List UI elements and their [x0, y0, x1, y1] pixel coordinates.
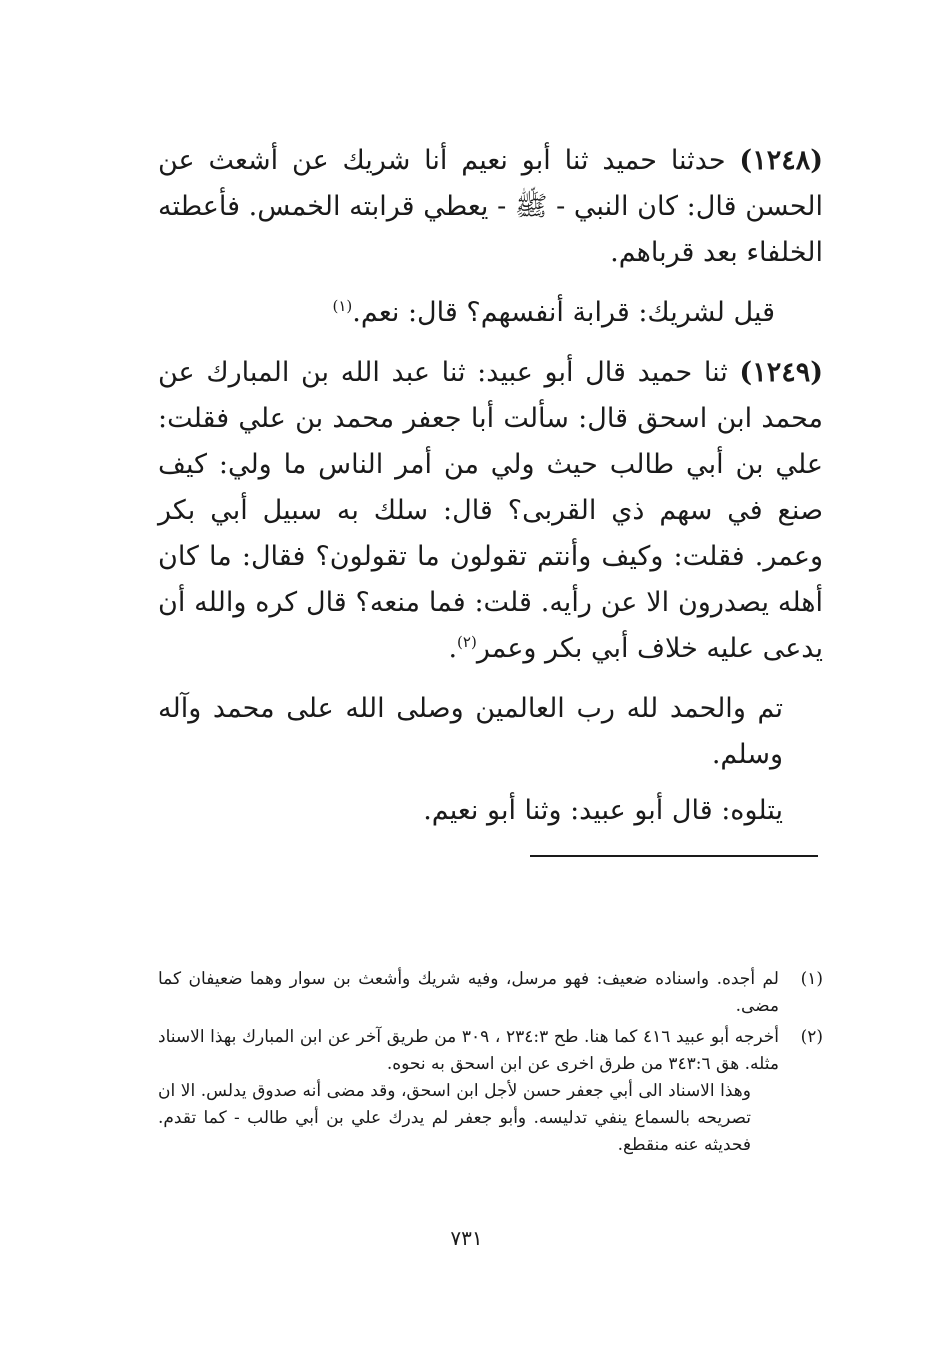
hadith-text: ثنا حميد قال أبو عبيد: ثنا عبد الله بن المبارك عن محمد ابن اسحق قال: سألت أبا جعفر محمد بن علي فقلت: علي بن أبي طالب حيث ولي من أمر الناس ما ولي: كيف صنع في سهم ذي القربى؟ قال: سلك به سبيل أبي بكر وعمر. فقلت: وكيف وأنتم تقولون ما تقولون؟ فقال: ما كان أهله يصدرون الا عن رأيه. قلت: فما منعه؟ قال كره والله أن يدعى عليه خلاف أبي بكر وعمر	[158, 357, 823, 664]
footnote-text-continued: وهذا الاسناد الى أبي جعفر حسن لأجل ابن اسحق، وقد مضى أنه صدوق يدلس. الا ان تصريحه بالسماع ينفي تدليسه. وأبو جعفر لم يدرك علي بن أبي طالب - كما تقدم. فحديثه عنه منقطع.	[158, 1081, 751, 1155]
hadith-number: (١٢٤٩)	[739, 357, 823, 388]
page-number: ٧٣١	[450, 1226, 483, 1250]
footnote-number: (١)	[800, 969, 823, 989]
closing-line: تم والحمد لله رب العالمين وصلى الله على محمد وآله وسلم.	[158, 693, 783, 770]
hadith-text: حدثنا حميد ثنا أبو نعيم أنا شريك عن أشعث عن الحسن قال: كان النبي - ﷺ - يعطي قرابته الخمس. فأعطته الخلفاء بعد قرباهم.	[158, 145, 823, 268]
hadith-1248-paragraph	[158, 138, 823, 276]
footnote-separator	[530, 855, 818, 857]
footnote-1	[158, 966, 823, 1020]
footnote-text: لم أجده. واسناده ضعيف: فهو مرسل، وفيه شريك وأشعث بن سوار وهما ضعيفان كما مضى.	[158, 969, 779, 1016]
footnote-marker: (١)	[332, 297, 353, 315]
hadith-1249-paragraph	[158, 350, 823, 672]
hadith-1248-question	[158, 290, 823, 336]
footnote-2	[158, 1024, 823, 1159]
continuation-line: يتلوه: قال أبو عبيد: وثنا أبو نعيم.	[423, 795, 783, 826]
footnote-body	[158, 1024, 779, 1159]
question-text: قيل لشريك: قرابة أنفسهم؟ قال: نعم.	[352, 297, 775, 328]
footnote-marker: (٢)	[457, 633, 477, 651]
footnotes	[158, 966, 823, 1163]
main-text	[158, 138, 823, 844]
footnote-number: (٢)	[800, 1027, 823, 1047]
footnote-body	[158, 966, 779, 1020]
hadith-number: (١٢٤٨)	[739, 145, 823, 176]
hadith-end: .	[448, 633, 458, 664]
footnote-text: أخرجه أبو عبيد ٤١٦ كما هنا. طح ٢٣٤:٣ ، ٣٠٩ من طريق آخر عن ابن المبارك بهذا الاسناد مثله. هق ٣٤٣:٦ من طرق اخرى عن ابن اسحق به نحوه.	[158, 1027, 779, 1074]
